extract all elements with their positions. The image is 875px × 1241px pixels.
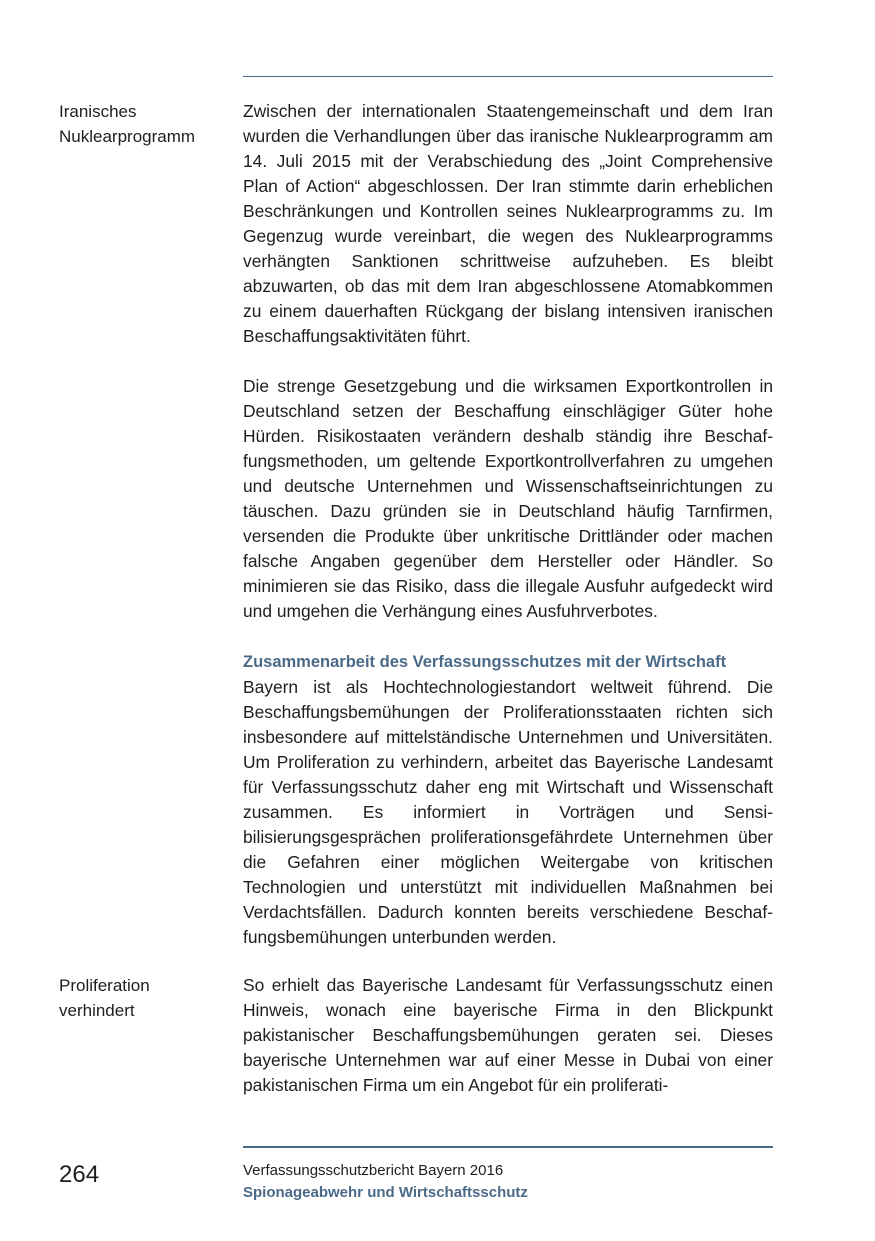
margin-note-line: Proliferation bbox=[59, 976, 150, 995]
margin-note-nuclear-program bbox=[59, 99, 229, 149]
section-subheading: Zusammenarbeit des Verfassungsschutzes mit der Wirtschaft bbox=[243, 653, 727, 671]
page-number: 264 bbox=[59, 1161, 100, 1188]
margin-note-line: Nuklearprogramm bbox=[59, 127, 196, 146]
top-divider bbox=[243, 76, 773, 77]
paragraph-text: So erhielt das Bayerische Landesamt für Verfassungsschutz einen Hinweis, wonach eine bayerische Firma in den Blickpunkt pakistanischer Beschaffungsbemühungen geraten sei. Dieses bayerische Unternehmen war auf einer Messe in Dubai von einer pakistanischen Firma um ein Angebot für ein proliferati- bbox=[243, 975, 773, 1095]
paragraph-cooperation bbox=[243, 675, 773, 950]
margin-note-line: Iranisches bbox=[59, 102, 137, 121]
paragraph-text: Zwischen der internationalen Staatengemeinschaft und dem Iran wurden die Verhandlungen über das iranische Nuklearprogramm am 14. Juli 2015 mit der Verabschiedung des „Joint Comprehensive Plan of Action“ abgeschlossen. Der Iran stimmte darin erheblichen Beschränkungen und Kontrollen seines Nuklearprogramms zu. Im Gegenzug wurde vereinbart, die wegen des Nuklearprogramms verhängten Sanktionen schrittweise aufzuheben. Es bleibt abzuwarten, ob das mit dem Iran abgeschlossene Atomabkommen zu einem dauerhaften Rückgang der bislang intensiven iranischen Beschaffungsaktivitäten führt. bbox=[243, 101, 773, 346]
margin-note-line: verhindert bbox=[59, 1001, 135, 1020]
footer-report-title: Verfassungsschutzbericht Bayern 2016 bbox=[243, 1162, 504, 1179]
paragraph-export-controls bbox=[243, 374, 773, 624]
footer-divider bbox=[243, 1146, 773, 1148]
footer-chapter-title: Spionageabwehr und Wirtschaftsschutz bbox=[243, 1184, 528, 1201]
paragraph-case bbox=[243, 973, 773, 1098]
margin-note-proliferation-prevented bbox=[59, 973, 229, 1023]
paragraph-iran-agreement bbox=[243, 99, 773, 349]
paragraph-text: Die strenge Gesetzgebung und die wirksamen Exportkontrollen in Deutschland setzen der Beschaffung einschlägiger Güter hohe Hürden. Risikostaaten verändern deshalb ständig ihre Beschaffungsmethoden, um geltende Exportkontrollverfahren zu umgehen und deutsche Unternehmen und Wissenschaftseinrichtungen zu täuschen. Dazu gründen sie in Deutschland häufig Tarnfirmen, versenden die Produkte über unkritische Drittländer oder machen falsche Angaben gegenüber dem Hersteller oder Händler. So minimieren sie das Risiko, dass die illegale Ausfuhr aufgedeckt wird und umgehen die Verhängung eines Ausfuhrverbotes. bbox=[243, 376, 773, 621]
paragraph-text: Bayern ist als Hochtechnologiestandort weltweit führend. Die Beschaffungsbemühungen der Proliferationsstaaten richten sich insbesondere auf mittelständische Unternehmen und Universitäten. Um Proliferation zu verhindern, arbeitet das Bayerische Landesamt für Verfassungsschutz daher eng mit Wirtschaft und Wissenschaft zusammen. Es informiert in Vorträgen und Sensibilisierungsgesprächen proliferationsgefährdete Unternehmen über die Gefahren einer möglichen Weitergabe von kritischen Technologien und unterstützt mit individuellen Maßnahmen bei Verdachtsfällen. Dadurch konnten bereits verschiedene Beschaffungsbemühungen unterbunden werden. bbox=[243, 677, 773, 947]
